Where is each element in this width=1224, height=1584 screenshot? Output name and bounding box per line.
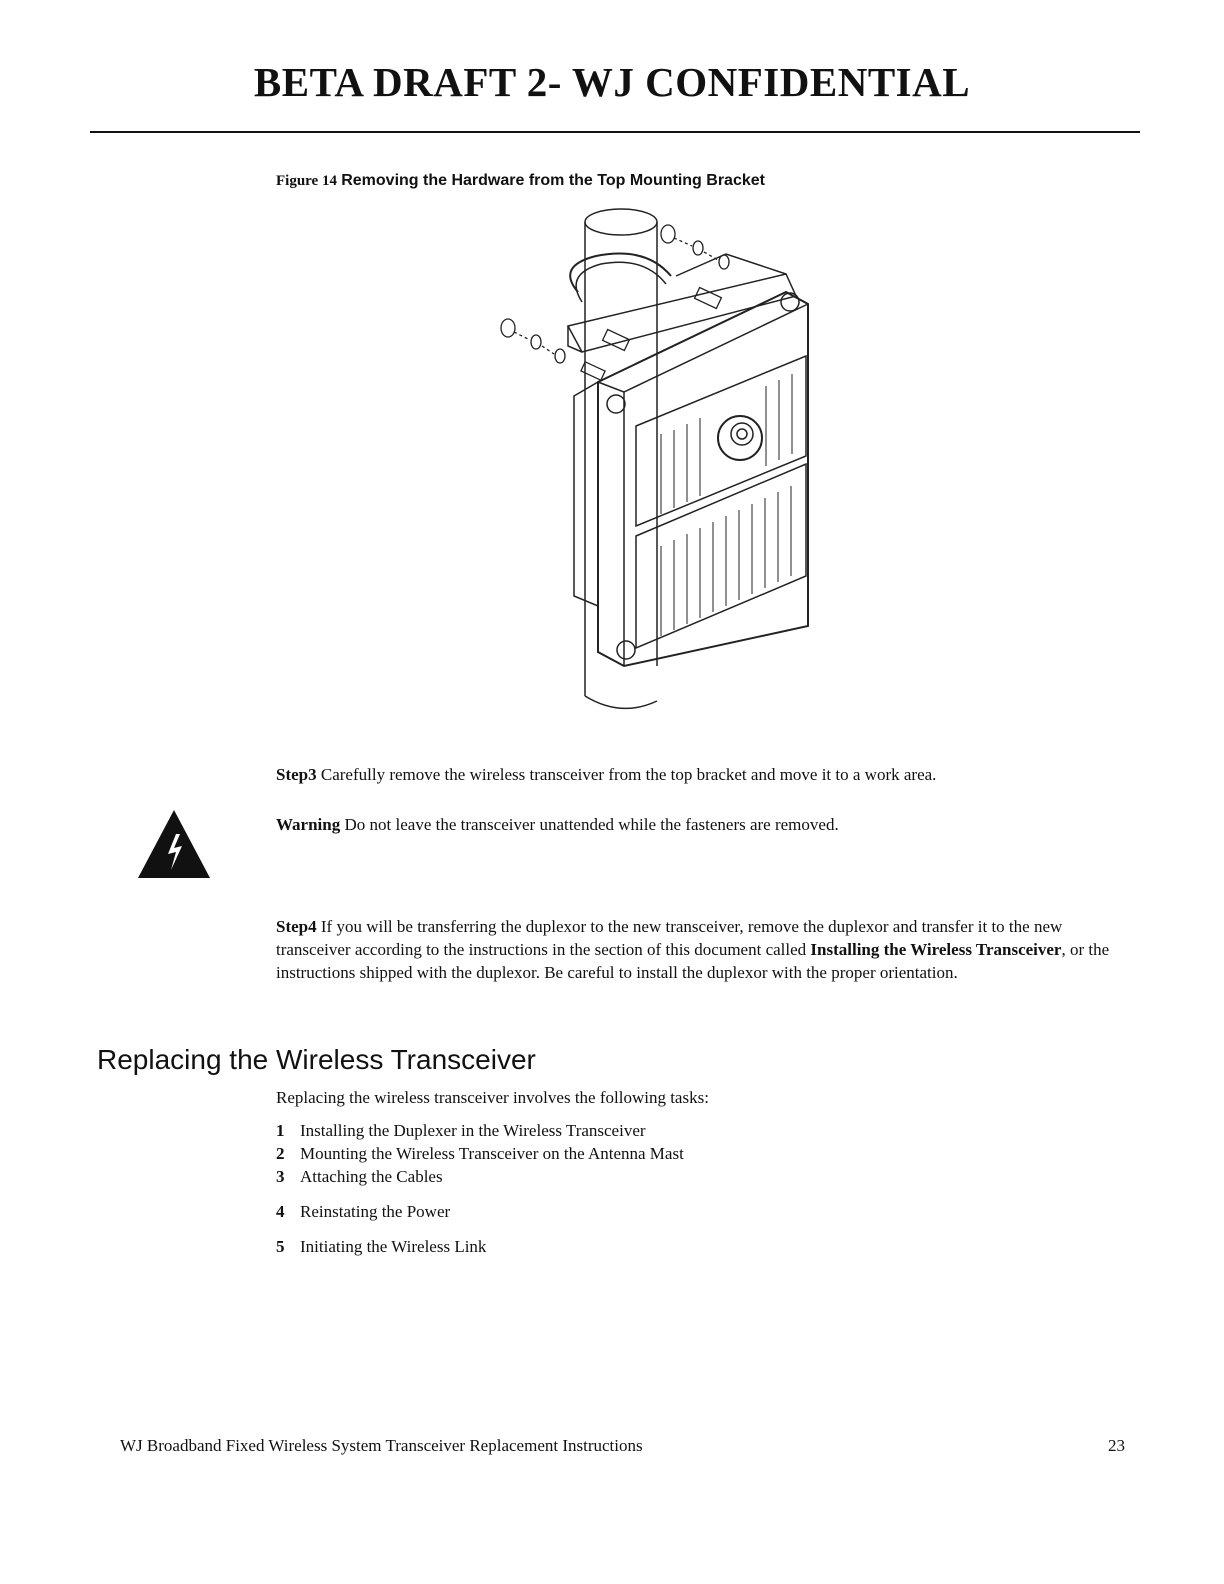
- page-number: 23: [1108, 1436, 1125, 1455]
- list-item: [276, 1121, 646, 1141]
- step3-text: Carefully remove the wireless transceiver from the top bracket and move it to a work area.: [320, 765, 937, 784]
- task-text: Reinstating the Power: [300, 1202, 451, 1221]
- step4-paragraph: [276, 915, 1140, 984]
- warning-paragraph: [276, 813, 1140, 836]
- task-text: Attaching the Cables: [300, 1167, 443, 1186]
- task-text: Mounting the Wireless Transceiver on the Antenna Mast: [300, 1144, 684, 1163]
- step4-text-before: If you will be transferring the duplexor to the new transceiver, remove the duplexor and transfer it to the new transceiver according to the instructions in the section of this document called: [276, 917, 1063, 959]
- step4-label: Step4: [276, 917, 317, 936]
- task-number: 4: [276, 1202, 285, 1221]
- page-footer: WJ Broadband Fixed Wireless System Transceiver Replacement Instructions: [120, 1436, 643, 1455]
- page-header-title: BETA DRAFT 2- WJ CONFIDENTIAL: [253, 59, 971, 105]
- task-number: 2: [276, 1144, 285, 1163]
- list-item: [276, 1144, 684, 1164]
- section-intro: Replacing the wireless transceiver involves the following tasks:: [276, 1088, 709, 1107]
- step4-text-after: , or the instructions shipped with the duplexor. Be careful to install the duplexor with the proper orientation.: [276, 940, 1110, 982]
- step3-label: Step3: [276, 765, 317, 784]
- figure-label: Figure 14: [276, 173, 337, 189]
- step4-section-reference: Installing the Wireless Transceiver: [810, 940, 1062, 959]
- task-number: 5: [276, 1237, 285, 1256]
- list-item: [276, 1202, 450, 1222]
- task-text: Initiating the Wireless Link: [300, 1237, 487, 1256]
- task-number: 1: [276, 1121, 285, 1140]
- section-heading: Replacing the Wireless Transceiver: [97, 1044, 536, 1075]
- header-divider: [90, 131, 1140, 133]
- task-number: 3: [276, 1167, 285, 1186]
- task-text: Installing the Duplexer in the Wireless Transceiver: [300, 1121, 646, 1140]
- transceiver-mounting-illustration: [486, 196, 856, 724]
- figure-caption: [276, 170, 765, 190]
- figure-title: Removing the Hardware from the Top Mounting Bracket: [341, 172, 765, 189]
- list-item: [276, 1237, 486, 1257]
- warning-text: Do not leave the transceiver unattended while the fasteners are removed.: [344, 815, 839, 834]
- warning-label: Warning: [276, 815, 341, 834]
- list-item: [276, 1167, 443, 1187]
- step3-paragraph: [276, 763, 1140, 786]
- warning-icon: [136, 808, 212, 880]
